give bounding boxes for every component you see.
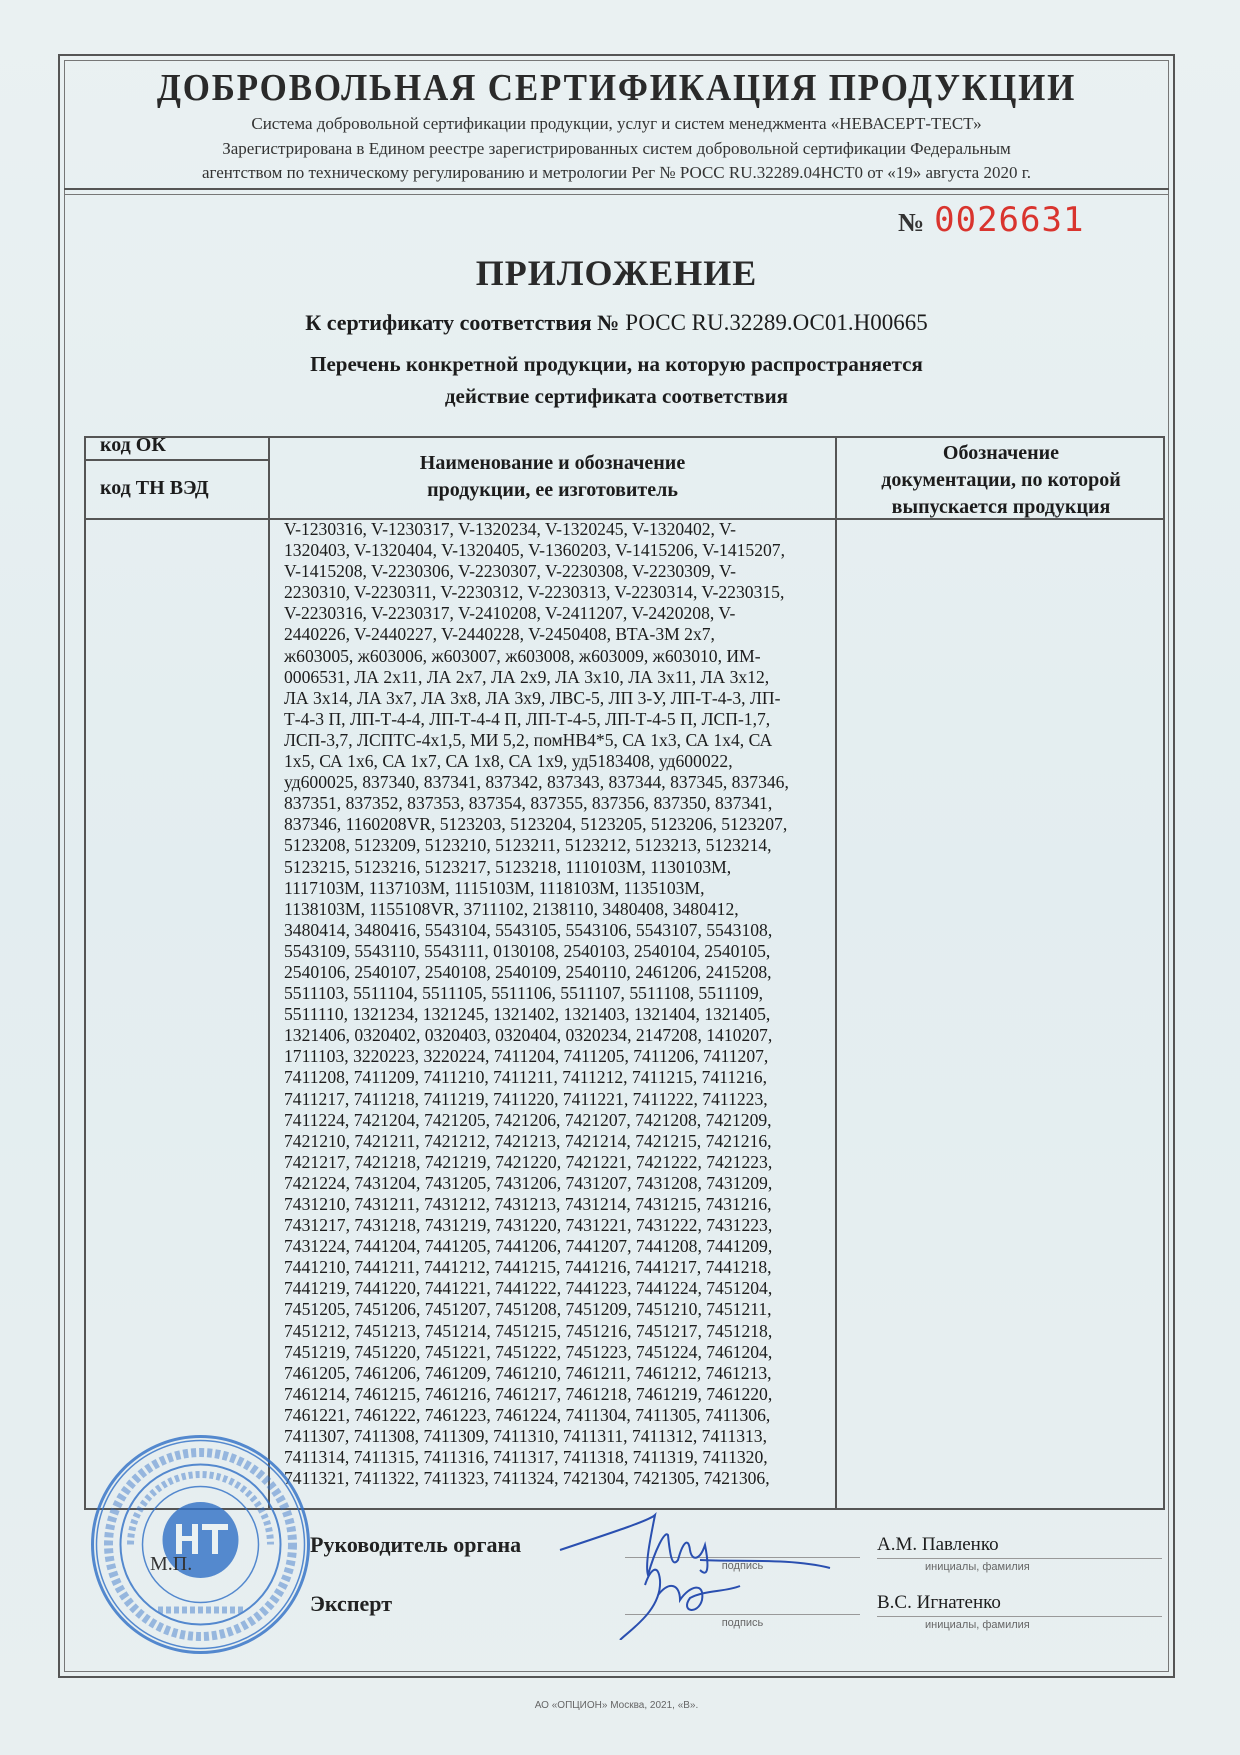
product-line: 5123208, 5123209, 5123210, 5123211, 5123212, 5123213, 5123214,: [284, 835, 772, 856]
product-list: [284, 519, 832, 1489]
product-line: 7431224, 7441204, 7441205, 7441206, 7441207, 7441208, 7441209,: [284, 1236, 773, 1257]
expert-name-caption: инициалы, фамилия: [925, 1619, 1030, 1631]
product-line: 5511110, 1321234, 1321245, 1321402, 1321403, 1321404, 1321405,: [284, 1004, 771, 1025]
code-header-divider: [84, 459, 268, 461]
certificate-number: РОСС RU.32289.ОС01.Н00665: [625, 310, 928, 335]
product-line: V-1415208, V-2230306, V-2230307, V-2230308, V-2230309, V-: [284, 561, 736, 582]
product-line: 7431210, 7431211, 7431212, 7431213, 7431214, 7431215, 7431216,: [284, 1194, 772, 1214]
handwritten-signatures: [540, 1490, 880, 1640]
expert-name-line: [877, 1616, 1162, 1617]
header-documentation-1: Обозначение: [942, 442, 1060, 464]
product-line: Т-4-3 П, ЛП-Т-4-4, ЛП-Т-4-4 П, ЛП-Т-4-5, ЛП-Т-4-5 П, ЛСП-1,7,: [284, 708, 771, 729]
product-line: 7411321, 7411322, 7411323, 7411324, 7421304, 7421305, 7421306,: [284, 1468, 770, 1489]
product-line: 1321406, 0320402, 0320403, 0320404, 0320234, 2147208, 1410207,: [284, 1025, 773, 1046]
registration-line-1: Зарегистрирована в Едином реестре зарегистрированных систем добровольной сертификации Федеральным: [222, 139, 1011, 158]
certificate-reference: [64, 310, 1169, 336]
header-code-tnved: код ТН ВЭД: [100, 477, 209, 499]
product-line: 1117103M, 1137103M, 1115103M, 1118103M, 1135103M,: [284, 877, 705, 898]
product-line: 7441219, 7441220, 7441221, 7441222, 7441223, 7441224, 7451204,: [284, 1278, 773, 1299]
document-title: ДОБРОВОЛЬНАЯ СЕРТИФИКАЦИЯ ПРОДУКЦИИ: [156, 67, 1077, 109]
product-line: 7411314, 7411315, 7411316, 7411317, 7411318, 7411319, 7411320,: [284, 1447, 768, 1468]
product-line: 7421210, 7421211, 7421212, 7421213, 7421214, 7421215, 7421216,: [284, 1130, 772, 1151]
head-name-caption: инициалы, фамилия: [925, 1561, 1030, 1573]
product-line: 7441210, 7441211, 7441212, 7441215, 7441216, 7441217, 7441218,: [284, 1257, 772, 1278]
printer-imprint: АО «ОПЦИОН» Москва, 2021, «В».: [534, 1700, 699, 1711]
product-line: 7451212, 7451213, 7451214, 7451215, 7451216, 7451217, 7451218,: [284, 1320, 773, 1341]
product-line: 7461214, 7461215, 7461216, 7461217, 7461218, 7461219, 7461220,: [284, 1383, 773, 1404]
product-line: 7461221, 7461222, 7461223, 7461224, 7411304, 7411305, 7411306,: [284, 1404, 771, 1425]
appendix-number: [898, 200, 1084, 243]
list-title-line-1: Перечень конкретной продукции, на которую распространяется: [310, 352, 923, 376]
expert-name: В.С. Игнатенко: [877, 1592, 1001, 1613]
expert-signature-caption: подпись: [721, 1617, 764, 1629]
product-line: 7421224, 7431204, 7431205, 7431206, 7431207, 7431208, 7431209,: [284, 1172, 773, 1193]
head-signature-caption: подпись: [721, 1560, 764, 1572]
organization-stamp: [88, 1432, 313, 1657]
product-line: 1138103M, 1155108VR, 3711102, 2138110, 3480408, 3480412,: [284, 898, 739, 919]
product-line: уд600025, 837340, 837341, 837342, 837343, 837344, 837345, 837346,: [284, 772, 789, 793]
product-line: 837351, 837352, 837353, 837354, 837355, 837356, 837350, 837341,: [284, 793, 773, 814]
header-documentation-3: выпускается продукция: [891, 496, 1111, 518]
product-line: 1х5, СА 1х6, СА 1х7, СА 1х8, СА 1х9, уд5183408, уд600022,: [284, 751, 733, 772]
number-label: №: [898, 208, 925, 237]
product-line: 1320403, V-1320404, V-1320405, V-1360203, V-1415206, V-1415207,: [284, 540, 786, 561]
number-value: 0026631: [934, 200, 1085, 240]
product-line: ж603005, ж603006, ж603007, ж603008, ж603009, ж603010, ИМ-: [284, 645, 761, 666]
product-line: 7461205, 7461206, 7461209, 7461210, 7461211, 7461212, 7461213,: [284, 1362, 772, 1383]
header-code-ok: код ОК: [100, 434, 166, 456]
product-line: 0006531, ЛА 2х11, ЛА 2х7, ЛА 2х9, ЛА 3х10, ЛА 3х11, ЛА 3х12,: [284, 666, 770, 687]
product-line: 3480414, 3480416, 5543104, 5543105, 5543106, 5543107, 5543108,: [284, 919, 773, 940]
certificate-label: К сертификату соответствия №: [305, 310, 620, 335]
product-line: 2540106, 2540107, 2540108, 2540109, 2540110, 2461206, 2415208,: [284, 961, 772, 982]
product-line: 5543109, 5543110, 5543111, 0130108, 2540103, 2540104, 2540105,: [284, 940, 771, 961]
list-title-line-2: действие сертификата соответствия: [444, 384, 789, 408]
header-product-name-2: продукции, ее изготовитель: [427, 479, 678, 501]
header-product-name-1: Наименование и обозначение: [419, 452, 686, 474]
product-line: 7411217, 7411218, 7411219, 7411220, 7411221, 7411222, 7411223,: [284, 1088, 768, 1109]
system-name: Система добровольной сертификации продукции, услуг и систем менеджмента «НЕВАСЕРТ-ТЕСТ»: [251, 114, 982, 133]
header-documentation-2: документации, по которой: [881, 469, 1121, 491]
appendix-heading: ПРИЛОЖЕНИЕ: [475, 253, 758, 293]
product-line: 837346, 1160208VR, 5123203, 5123204, 5123205, 5123206, 5123207,: [284, 814, 788, 835]
header-divider-thin: [64, 194, 1169, 195]
product-line: 7411307, 7411308, 7411309, 7411310, 7411311, 7411312, 7411313,: [284, 1426, 768, 1447]
product-line: 7411208, 7411209, 7411210, 7411211, 7411212, 7411215, 7411216,: [284, 1067, 768, 1088]
head-label: Руководитель органа: [310, 1532, 522, 1557]
product-line: 7411224, 7421204, 7421205, 7421206, 7421207, 7421208, 7421209,: [284, 1109, 772, 1130]
column-divider-1: [268, 436, 270, 1510]
stamp-place-label: М.П.: [150, 1553, 193, 1575]
product-line: 1711103, 3220223, 3220224, 7411204, 7411205, 7411206, 7411207,: [284, 1046, 769, 1067]
product-line: ЛСП-3,7, ЛСПТС-4х1,5, МИ 5,2, помНВ4*5, СА 1х3, СА 1х4, СА: [284, 729, 773, 750]
product-line: 7451219, 7451220, 7451221, 7451222, 7451223, 7451224, 7461204,: [284, 1341, 773, 1362]
header-divider: [64, 188, 1169, 190]
product-line: 5511103, 5511104, 5511105, 5511106, 5511107, 5511108, 5511109,: [284, 983, 764, 1004]
expert-label: Эксперт: [310, 1591, 393, 1616]
product-line: ЛА 3х14, ЛА 3х7, ЛА 3х8, ЛА 3х9, ЛВС-5, ЛП 3-У, ЛП-Т-4-3, ЛП-: [284, 687, 781, 708]
product-line: 7421217, 7421218, 7421219, 7421220, 7421221, 7421222, 7421223,: [284, 1151, 773, 1172]
product-line: V-1230316, V-1230317, V-1320234, V-1320245, V-1320402, V-: [284, 519, 736, 539]
product-line: 5123215, 5123216, 5123217, 5123218, 1110103M, 1130103M,: [284, 856, 732, 877]
head-name: А.М. Павленко: [877, 1534, 999, 1555]
product-line: 2440226, V-2440227, V-2440228, V-2450408, ВТА-3М 2х7,: [284, 624, 715, 645]
column-divider-2: [835, 436, 837, 1510]
product-line: 7431217, 7431218, 7431219, 7431220, 7431221, 7431222, 7431223,: [284, 1215, 773, 1236]
product-line: 7451205, 7451206, 7451207, 7451208, 7451209, 7451210, 7451211,: [284, 1299, 772, 1320]
product-line: V-2230316, V-2230317, V-2410208, V-2411207, V-2420208, V-: [284, 603, 736, 624]
product-line: 2230310, V-2230311, V-2230312, V-2230313, V-2230314, V-2230315,: [284, 582, 785, 603]
registration-line-2: агентством по техническому регулированию и метрологии Рег № РОСС RU.32289.04НСТ0 от «19» августа 2020 г.: [201, 163, 1032, 182]
head-name-line: [877, 1558, 1162, 1559]
